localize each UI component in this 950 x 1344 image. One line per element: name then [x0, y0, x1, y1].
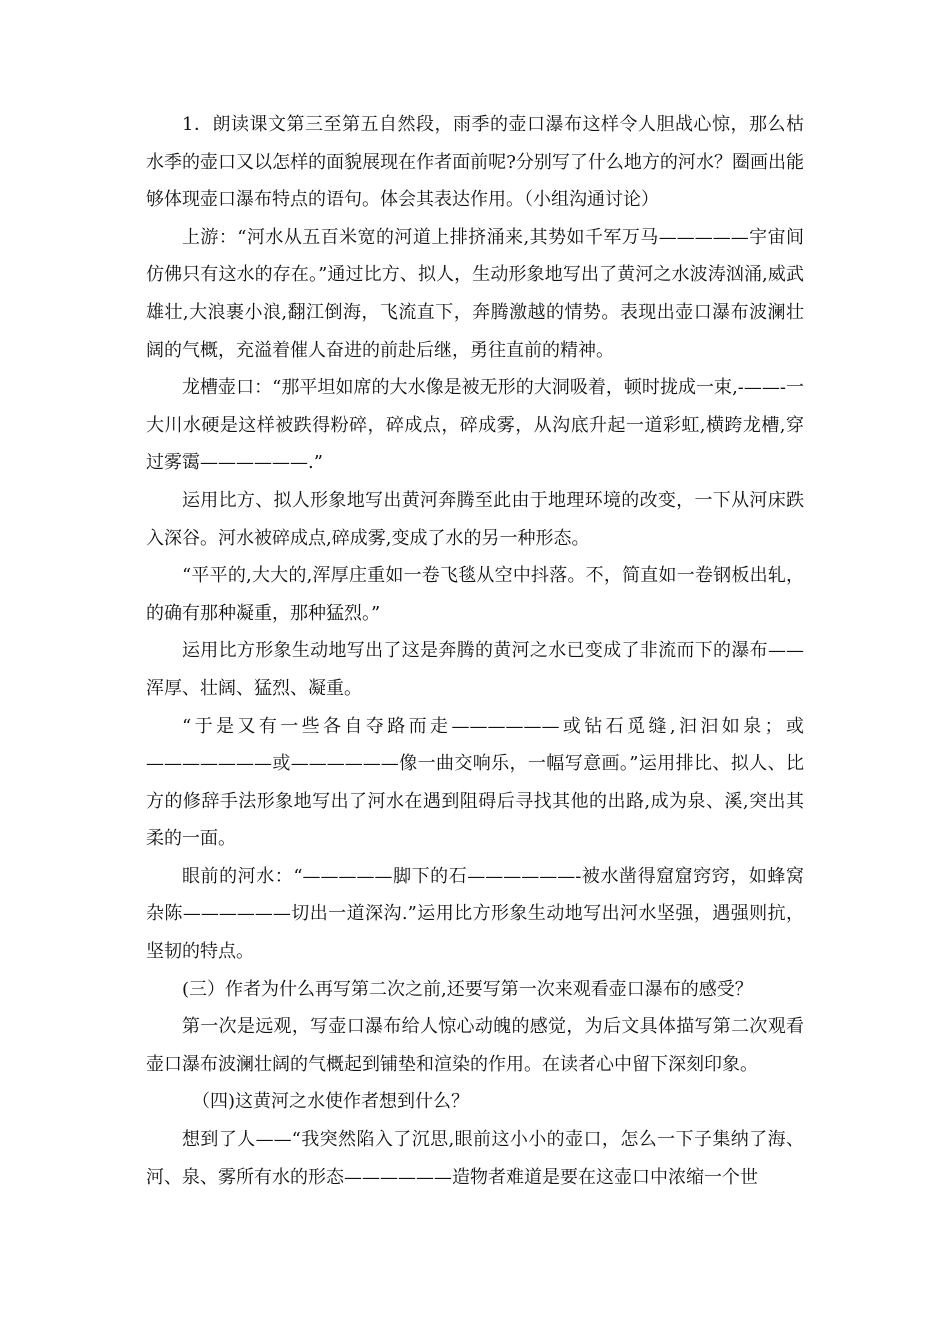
document-page	[146, 106, 804, 1196]
analysis-paragraph-2: 运用比方形象生动地写出了这是奔腾的黄河之水已变成了非流而下的瀑布——浑厚、壮阔、猛烈、凝重。	[146, 640, 804, 699]
question-1-paragraph: 1．朗读课文第三至第五自然段，雨季的壶口瀑布这样令人胆战心惊，那么枯水季的壶口又以怎样的面貌展现在作者面前呢?分别写了什么地方的河水？圈画出能够体现壶口瀑布特点的语句。体会其表达作用。（小组沟通讨论）	[146, 114, 804, 211]
question-4-paragraph: （四)这黄河之水使作者想到什么？	[192, 1091, 470, 1113]
quote-paragraph-1: “平平的,大大的,浑厚庄重如一卷飞毯从空中抖落。不，简直如一卷钢板出轧，的确有那种凝重，那种猛烈。”	[146, 565, 804, 624]
upstream-paragraph: 上游：“河水从五百米宽的河道上排挤涌来,其势如千军万马—————宇宙间仿佛只有这水的存在。”通过比方、拟人，生动形象地写出了黄河之水波涛汹涌,威武雄壮,大浪裹小浪,翻江倒海，飞流直下，奔腾激越的情势。表现出壶口瀑布波澜壮阔的气概，充溢着催人奋进的前赴后继，勇往直前的精神。	[146, 226, 804, 361]
quote-paragraph-2: “于是又有一些各自夺路而走——————或钻石觅缝,汩汩如泉；或———————或——————像一曲交响乐，一幅写意画。”运用排比、拟人、比方的修辞手法形象地写出了河水在遇到阻碍后寻找其他的出路,成为泉、溪,突出其柔的一面。	[146, 715, 804, 850]
answer-4-paragraph: 想到了人——“我突然陷入了沉思,眼前这小小的壶口，怎么一下子集纳了海、河、泉、雾所有水的形态——————造物者难道是要在这壶口中浓缩一个世	[146, 1129, 804, 1188]
answer-3-paragraph: 第一次是远观，写壶口瀑布给人惊心动魄的感觉，为后文具体描写第二次观看壶口瀑布波澜壮阔的气概起到铺垫和渲染的作用。在读者心中留下深刻印象。	[146, 1016, 804, 1075]
analysis-paragraph-1: 运用比方、拟人形象地写出黄河奔腾至此由于地理环境的改变，一下从河床跌入深谷。河水被碎成点,碎成雾,变成了水的另一种形态。	[146, 489, 804, 549]
river-paragraph: 眼前的河水：“—————脚下的石——————-被水凿得窟窟窍窍，如蜂窝杂陈——————切出一道深沟.”运用比方形象生动地写出河水坚强，遇强则抗，坚韧的特点。	[146, 865, 804, 963]
question-3-paragraph: (三）作者为什么再写第二次之前,还要写第一次来观看壶口瀑布的感受？	[182, 978, 753, 1000]
dragon-trough-paragraph: 龙槽壶口：“那平坦如席的大水像是被无形的大洞吸着，顿时拢成一束,-——-一大川水硬是这样被跌得粉碎，碎成点，碎成雾，从沟底升起一道彩虹,横跨龙槽,穿过雾霭——————.”	[146, 377, 804, 474]
